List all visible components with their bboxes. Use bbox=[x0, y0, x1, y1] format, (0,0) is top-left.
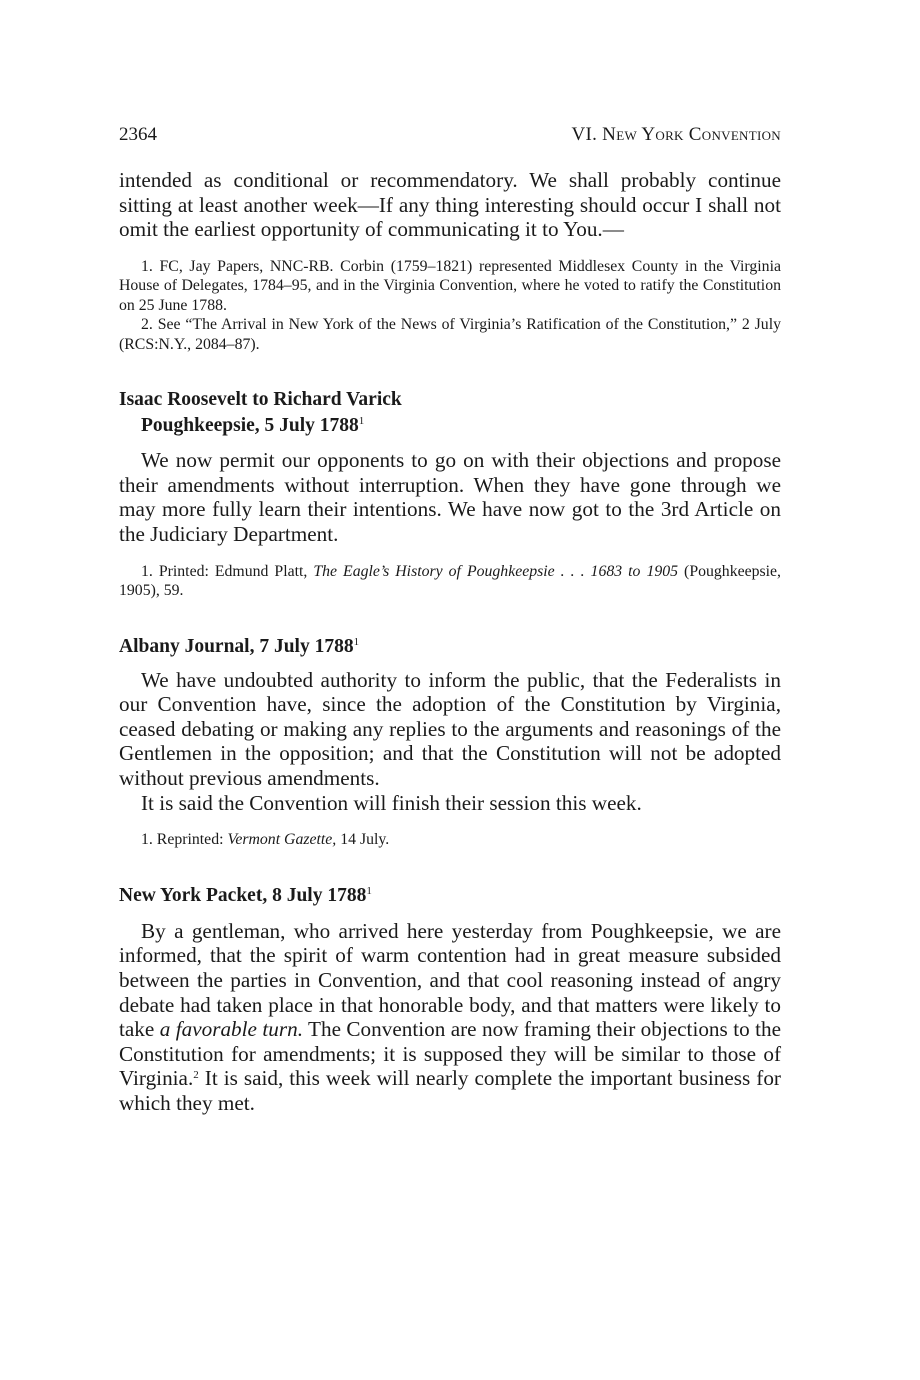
section-roosevelt-notes bbox=[119, 562, 781, 601]
paragraph-1: We have undoubted authority to inform the public, that the Federalists in our Convention have, since the adoption of the Constitution by Virginia, ceased debating or making any replies to the arguments and reasonings of the Gentlemen in the opposition; and that the Constitution will not be adopted without previous amendments. bbox=[119, 667, 781, 791]
section-roosevelt-heading bbox=[119, 387, 781, 439]
body-text: It is said, this week will nearly complete the important business for which they met. bbox=[119, 1066, 781, 1115]
emphasis-text: a favorable turn. bbox=[159, 1017, 303, 1042]
footnote-marker: 1 bbox=[358, 415, 365, 428]
heading-text: New York Packet, 8 July 1788 bbox=[119, 884, 367, 906]
note-text: (Poughkeepsie, 1905), 59. bbox=[119, 562, 782, 600]
paragraph-2: It is said the Convention will finish their session this week. bbox=[141, 790, 642, 815]
note-book-title: The Eagle’s History of Poughkeepsie . . . 1683 to 1905 bbox=[313, 562, 679, 580]
note-text: 1. Printed: Edmund Platt, bbox=[141, 562, 314, 580]
section-heading-dateline bbox=[119, 413, 781, 439]
section-albany-notes bbox=[119, 830, 781, 850]
document-page bbox=[119, 122, 781, 1115]
dateline-text: Poughkeepsie, 5 July 1788 bbox=[141, 415, 359, 437]
body-text: By a gentleman, who arrived here yesterday from Poughkeepsie, we are informed, that the spirit of warm contention had in great measure subsided between the parties in Convention, and that cool reasoning instead of angry debate had taken place in that honorable body, and that matters were likely to take bbox=[119, 918, 781, 1042]
section-albany-body bbox=[119, 668, 781, 816]
footnote-marker: 1 bbox=[353, 635, 360, 648]
footnote-1 bbox=[119, 562, 781, 601]
footnote-2: 2. See “The Arrival in New York of the News of Virginia’s Ratification of the Constitution,” 2 July (RCS:N.Y., 2084–87). bbox=[119, 316, 781, 353]
running-head bbox=[119, 122, 781, 148]
section-roosevelt-body: We now permit our opponents to go on with their objections and propose their amendments without interruption. When they have gone through we may more fully learn their intentions. We have now got to the 3rd Article on the Judiciary Department. bbox=[119, 448, 781, 547]
page-number: 2364 bbox=[119, 124, 157, 145]
continuation-paragraph: intended as conditional or recommendatory. We shall probably continue sitting at least another week—If any thing interesting should occur I shall not omit the earliest opportunity of communicating it to You.— bbox=[119, 168, 781, 242]
heading-text: Albany Journal, 7 July 1788 bbox=[119, 635, 354, 657]
body-text: The Convention are now framing their objections to the Constitution for amendments; it is supposed they will be similar to those of Virginia. bbox=[119, 1017, 781, 1091]
section-heading-title: Isaac Roosevelt to Richard Varick bbox=[119, 389, 402, 411]
footnote-1 bbox=[119, 830, 781, 850]
running-head-title: VI. New York Convention bbox=[571, 124, 781, 145]
footnote-marker: 1 bbox=[366, 884, 372, 897]
continuation-notes bbox=[119, 257, 781, 355]
footnote-marker: 2 bbox=[193, 1069, 199, 1082]
section-packet-body bbox=[119, 919, 781, 1116]
section-albany-heading bbox=[119, 634, 781, 660]
footnote-1: 1. FC, Jay Papers, NNC-RB. Corbin (1759–1821) represented Middlesex County in the Virginia House of Delegates, 1784–95, and in the Virginia Convention, where he voted to ratify the Constitution on 25 June 1788. bbox=[119, 257, 781, 314]
note-text: 1. Reprinted: bbox=[141, 831, 228, 849]
section-packet-heading bbox=[119, 883, 781, 909]
note-newspaper-title: Vermont Gazette, bbox=[227, 831, 337, 849]
note-text: 14 July. bbox=[336, 831, 390, 849]
